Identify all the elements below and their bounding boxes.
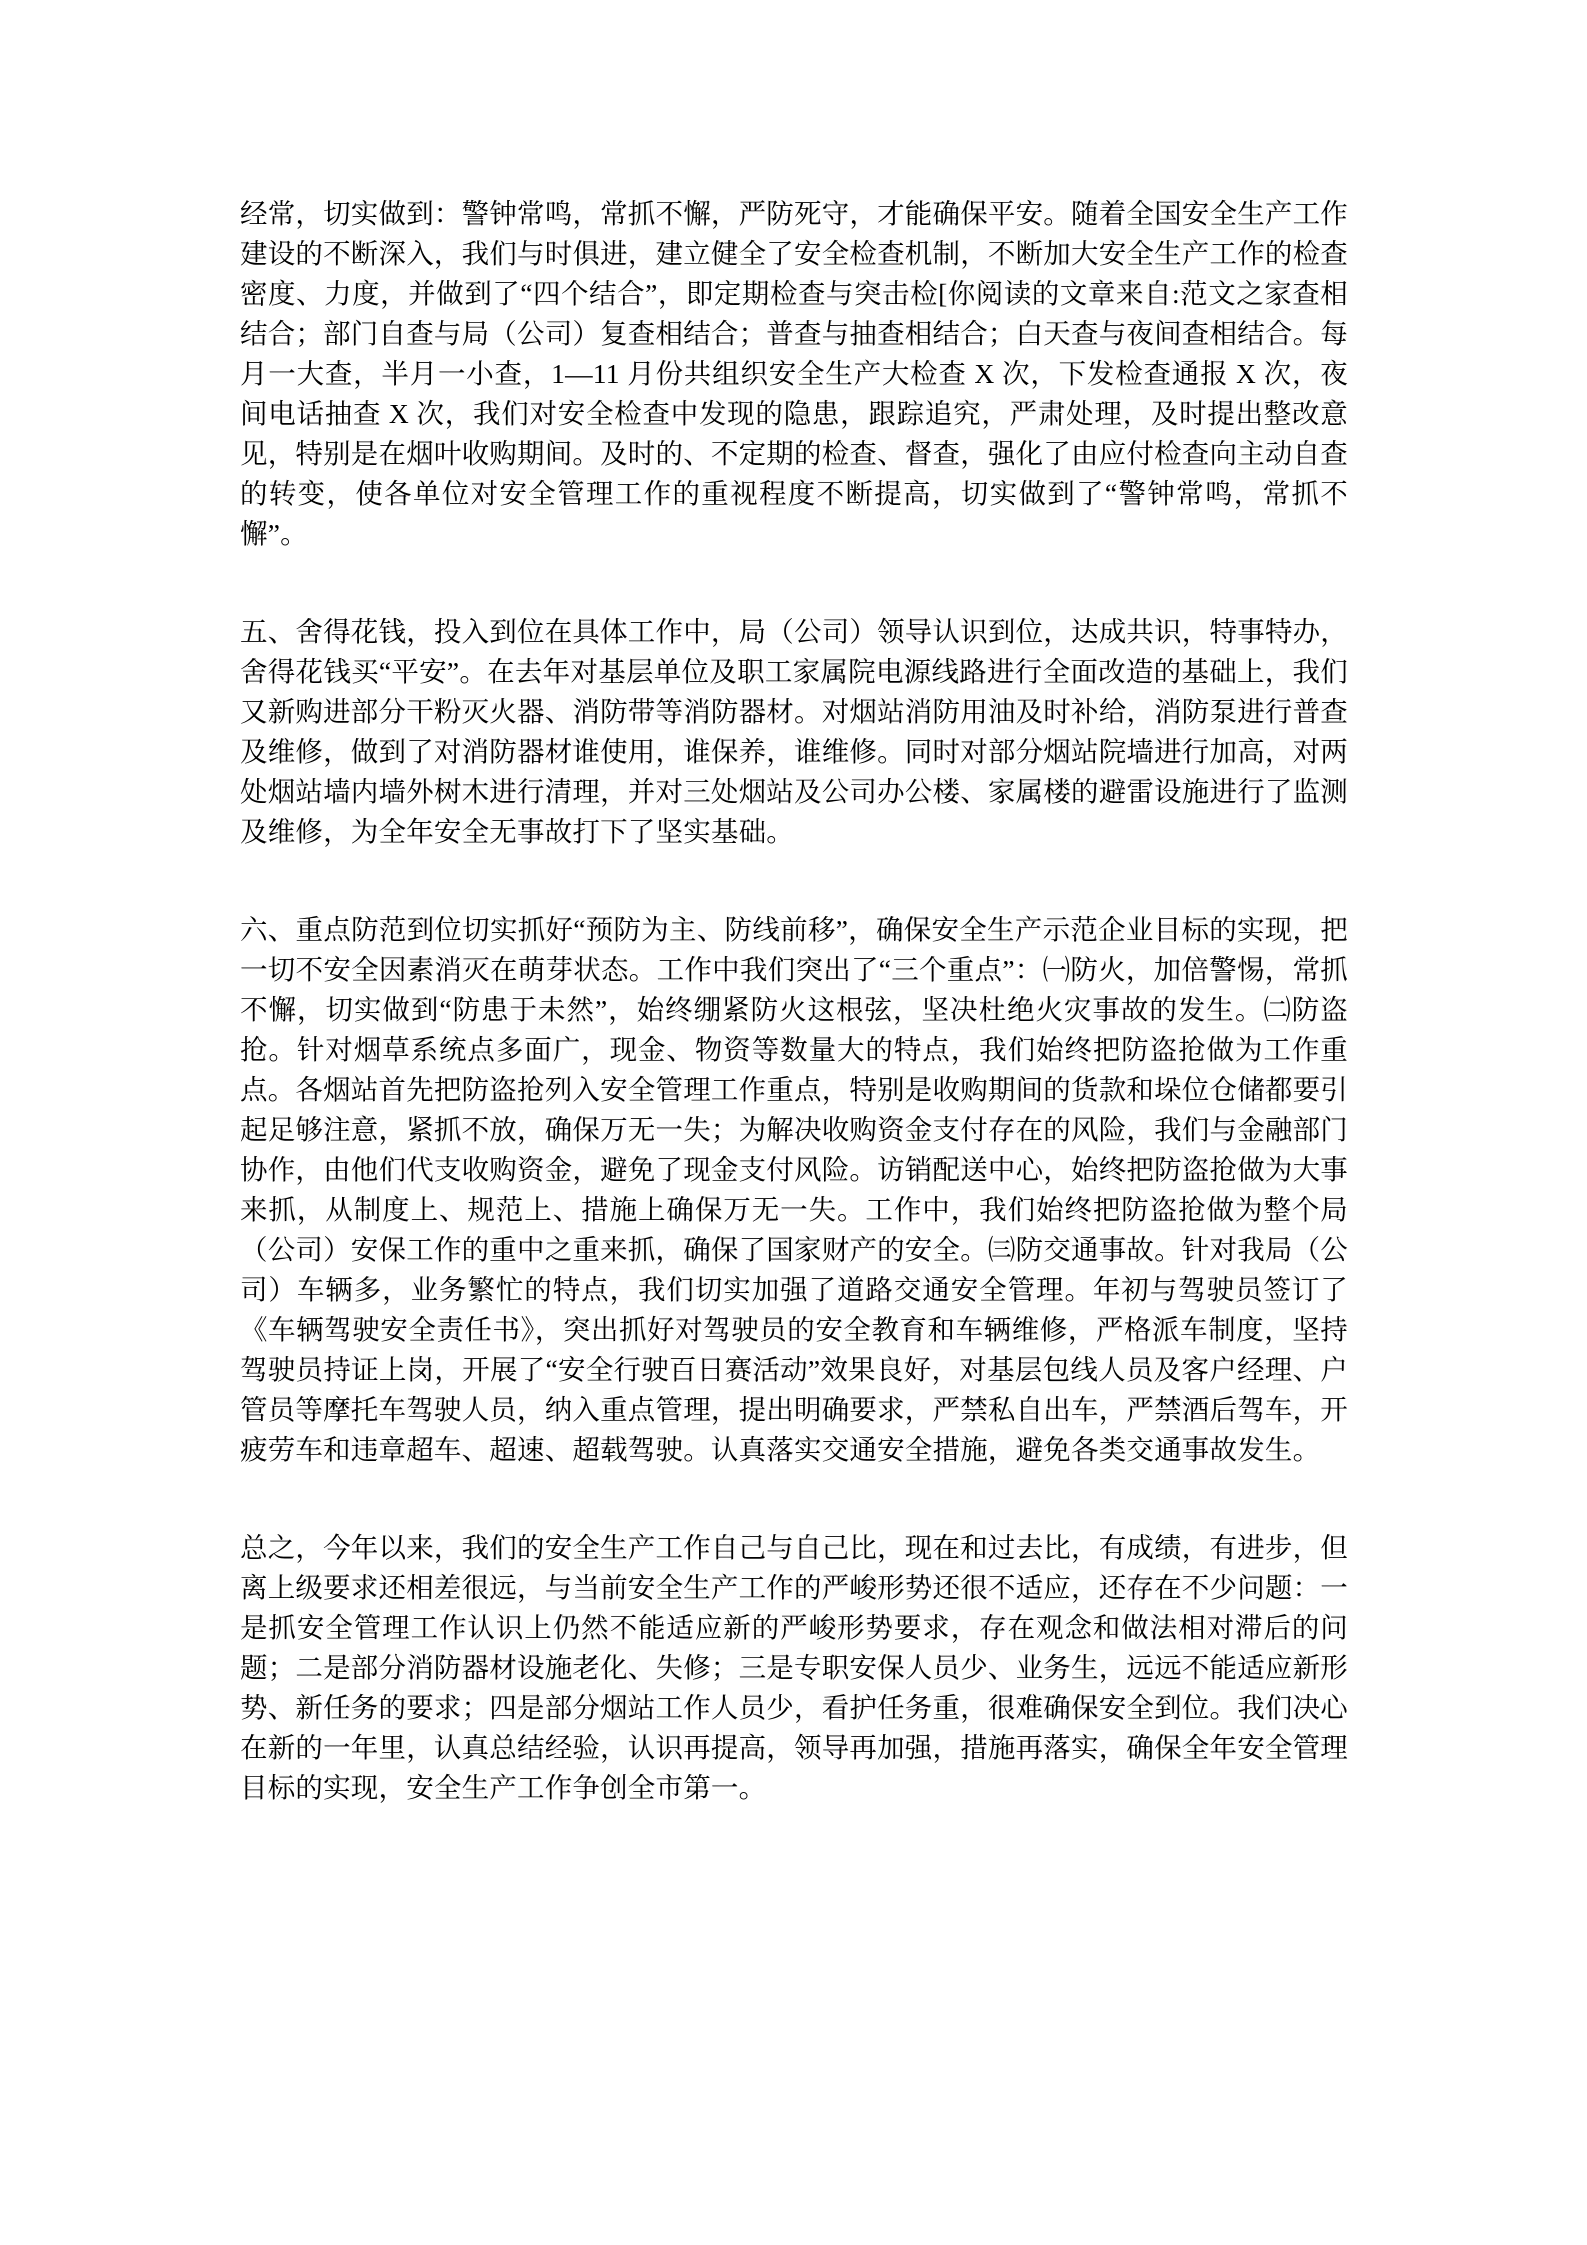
- paragraph-section-six-key-prevention: 六、重点防范到位切实抓好“预防为主、防线前移”，确保安全生产示范企业目标的实现，把一切不安全因素消灭在萌芽状态。工作中我们突出了“三个重点”：㈠防火，加倍警惕，常抓不懈，切实做到“防患于未然”，始终绷紧防火这根弦，坚决杜绝火灾事故的发生。㈡防盗抢。针对烟草系统点多面广，现金、物资等数量大的特点，我们始终把防盗抢做为工作重点。各烟站首先把防盗抢列入安全管理工作重点，特别是收购期间的货款和垛位仓储都要引起足够注意，紧抓不放，确保万无一失；为解决收购资金支付存在的风险，我们与金融部门协作，由他们代支收购资金，避免了现金支付风险。访销配送中心，始终把防盗抢做为大事来抓，从制度上、规范上、措施上确保万无一失。工作中，我们始终把防盗抢做为整个局（公司）安保工作的重中之重来抓，确保了国家财产的安全。㈢防交通事故。针对我局（公司）车辆多，业务繁忙的特点，我们切实加强了道路交通安全管理。年初与驾驶员签订了《车辆驾驶安全责任书》，突出抓好对驾驶员的安全教育和车辆维修，严格派车制度，坚持驾驶员持证上岗，开展了“安全行驶百日赛活动”效果良好，对基层包线人员及客户经理、户管员等摩托车驾驶人员，纳入重点管理，提出明确要求，严禁私自出车，严禁酒后驾车，开疲劳车和违章超车、超速、超载驾驶。认真落实交通安全措施，避免各类交通事故发生。: [240, 914, 1348, 1465]
- paragraph-summary: 总之，今年以来，我们的安全生产工作自己与自己比，现在和过去比，有成绩，有进步，但离上级要求还相差很远，与当前安全生产工作的严峻形势还很不适应，还存在不少问题：一是抓安全管理工作认识上仍然不能适应新的严峻形势要求，存在观念和做法相对滞后的问题；二是部分消防器材设施老化、失修；三是专职安保人员少、业务生，远远不能适应新形势、新任务的要求；四是部分烟站工作人员少，看护任务重，很难确保安全到位。我们决心在新的一年里，认真总结经验，认识再提高，领导再加强，措施再落实，确保全年安全管理目标的实现，安全生产工作争创全市第一。: [240, 1532, 1348, 1803]
- paragraph-safety-inspection: 经常，切实做到：警钟常鸣，常抓不懈，严防死守，才能确保平安。随着全国安全生产工作建设的不断深入，我们与时俱进，建立健全了安全检查机制，不断加大安全生产工作的检查密度、力度，并做到了“四个结合”，即定期检查与突击检[你阅读的文章来自:范文之家查相结合；部门自查与局（公司）复查相结合；普查与抽查相结合；白天查与夜间查相结合。每月一大查，半月一小查，1—11 月份共组织安全生产大检查 X 次，下发检查通报 X 次，夜间电话抽查 X 次，我们对安全检查中发现的隐患，跟踪追究，严肃处理，及时提出整改意见，特别是在烟叶收购期间。及时的、不定期的检查、督查，强化了由应付检查向主动自查的转变，使各单位对安全管理工作的重视程度不断提高，切实做到了“警钟常鸣，常抓不懈”。: [240, 198, 1348, 549]
- document-body: [240, 194, 1348, 1808]
- paragraph-section-five-spending: 五、舍得花钱，投入到位在具体工作中，局（公司）领导认识到位，达成共识，特事特办，舍得花钱买“平安”。在去年对基层单位及职工家属院电源线路进行全面改造的基础上，我们又新购进部分干粉灭火器、消防带等消防器材。对烟站消防用油及时补给，消防泵进行普查及维修，做到了对消防器材谁使用，谁保养，谁维修。同时对部分烟站院墙进行加高，对两处烟站墙内墙外树木进行清理，并对三处烟站及公司办公楼、家属楼的避雷设施进行了监测及维修，为全年安全无事故打下了坚实基础。: [240, 616, 1348, 847]
